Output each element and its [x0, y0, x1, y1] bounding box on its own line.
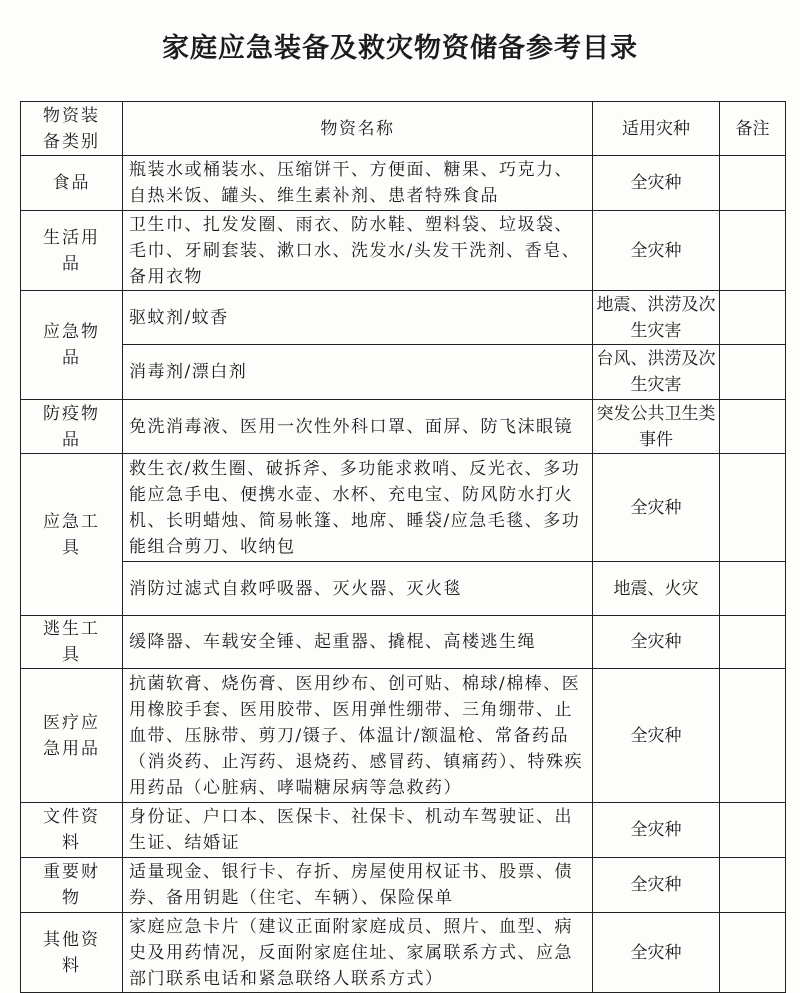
table-row: [21, 291, 786, 345]
row-items: 免洗消毒液、医用一次性外科口罩、面屏、防飞沫眼镜: [123, 400, 593, 454]
row-remark: [720, 858, 786, 913]
row-remark: [720, 562, 786, 616]
table-header-row: [21, 102, 786, 156]
row-remark: [720, 400, 786, 454]
table-row: [21, 858, 786, 913]
row-remark: [720, 669, 786, 803]
row-category: 防疫物品: [21, 400, 123, 454]
table-row: [21, 345, 786, 400]
table-row: [21, 669, 786, 803]
row-disaster: 全灾种: [593, 156, 720, 211]
header-disaster: 适用灾种: [593, 102, 720, 156]
supplies-table: [20, 101, 786, 993]
row-remark: [720, 156, 786, 211]
row-disaster: 台风、洪涝及次生灾害: [593, 345, 720, 400]
header-items: 物资名称: [123, 102, 593, 156]
row-category: 生活用品: [21, 211, 123, 291]
row-disaster: 全灾种: [593, 913, 720, 993]
row-items: 抗菌软膏、烧伤膏、医用纱布、创可贴、棉球/棉棒、医用橡胶手套、医用胶带、医用弹性绷带、三角绷带、止血带、压脉带、剪刀/镊子、体温计/额温枪、常备药品（消炎药、止泻药、退烧药、感冒药、镇痛药）、特殊疾用药品（心脏病、哮喘糖尿病等急救药）: [123, 669, 593, 803]
table-row: [21, 803, 786, 858]
row-category: 应急工具: [21, 454, 123, 616]
row-disaster: 全灾种: [593, 669, 720, 803]
row-items: 瓶装水或桶装水、压缩饼干、方便面、糖果、巧克力、自热米饭、罐头、维生素补剂、患者特殊食品: [123, 156, 593, 211]
row-disaster: 突发公共卫生类事件: [593, 400, 720, 454]
row-items: 适量现金、银行卡、存折、房屋使用权证书、股票、债券、备用钥匙（住宅、车辆）、保险保单: [123, 858, 593, 913]
table-row: [21, 616, 786, 669]
row-items: 卫生巾、扎发发圈、雨衣、防水鞋、塑料袋、垃圾袋、毛巾、牙刷套装、漱口水、洗发水/头发干洗剂、香皂、备用衣物: [123, 211, 593, 291]
header-remark: 备注: [720, 102, 786, 156]
row-disaster: 地震、火灾: [593, 562, 720, 616]
row-remark: [720, 616, 786, 669]
table-row: [21, 156, 786, 211]
row-remark: [720, 211, 786, 291]
row-category: 应急物品: [21, 291, 123, 400]
table-row: [21, 913, 786, 993]
row-remark: [720, 291, 786, 345]
row-disaster: 全灾种: [593, 858, 720, 913]
row-category: 其他资料: [21, 913, 123, 993]
row-disaster: 全灾种: [593, 454, 720, 562]
table-row: [21, 562, 786, 616]
page-title: 家庭应急装备及救灾物资储备参考目录: [162, 33, 638, 64]
row-category: 逃生工具: [21, 616, 123, 669]
row-remark: [720, 454, 786, 562]
row-category: 重要财物: [21, 858, 123, 913]
row-disaster: 全灾种: [593, 211, 720, 291]
row-items: 缓降器、车载安全锤、起重器、撬棍、高楼逃生绳: [123, 616, 593, 669]
row-disaster: 地震、洪涝及次生灾害: [593, 291, 720, 345]
row-remark: [720, 345, 786, 400]
row-items: 救生衣/救生圈、破拆斧、多功能求救哨、反光衣、多功能应急手电、便携水壶、水杯、充电宝、防风防水打火机、长明蜡烛、简易帐篷、地席、睡袋/应急毛毯、多功能组合剪刀、收纳包: [123, 454, 593, 562]
row-category: 食品: [21, 156, 123, 211]
row-items: 驱蚊剂/蚊香: [123, 291, 593, 345]
row-items: 消防过滤式自救呼吸器、灭火器、灭火毯: [123, 562, 593, 616]
row-category: 文件资料: [21, 803, 123, 858]
table-row: [21, 454, 786, 562]
row-remark: [720, 803, 786, 858]
row-disaster: 全灾种: [593, 616, 720, 669]
row-items: 身份证、户口本、医保卡、社保卡、机动车驾驶证、出生证、结婚证: [123, 803, 593, 858]
header-category: 物资装备类别: [21, 102, 123, 156]
row-remark: [720, 913, 786, 993]
row-items: 家庭应急卡片（建议正面附家庭成员、照片、血型、病史及用药情况，反面附家庭住址、家属联系方式、应急部门联系电话和紧急联络人联系方式）: [123, 913, 593, 993]
row-category: 医疗应急用品: [21, 669, 123, 803]
table-row: [21, 211, 786, 291]
row-items: 消毒剂/漂白剂: [123, 345, 593, 400]
table-row: [21, 400, 786, 454]
row-disaster: 全灾种: [593, 803, 720, 858]
